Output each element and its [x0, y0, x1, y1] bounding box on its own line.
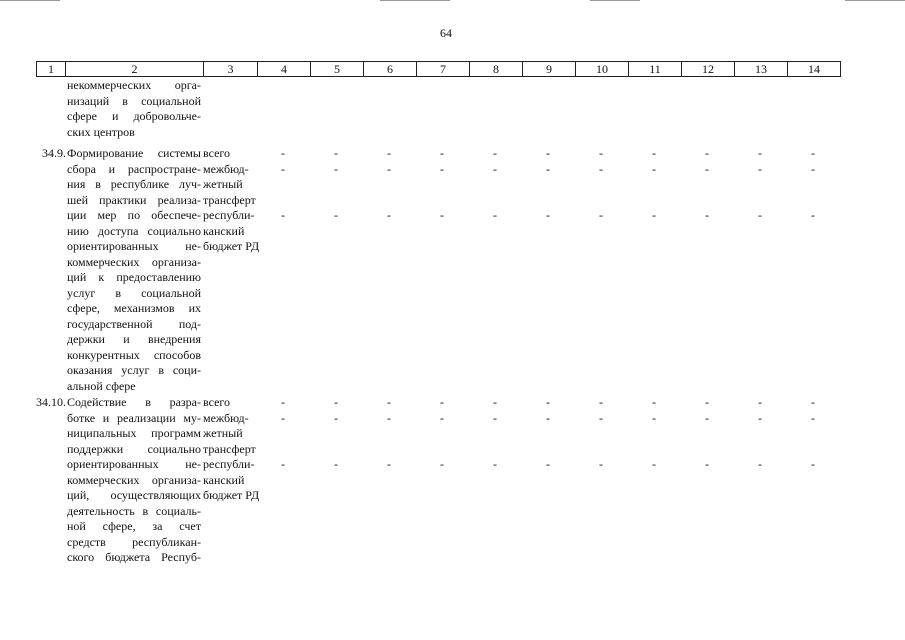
value-cell: - — [493, 146, 497, 160]
column-header: 8 — [470, 62, 523, 77]
value-cell: - — [705, 410, 709, 425]
value-cell: - — [652, 208, 656, 222]
value-cell: - — [334, 208, 338, 222]
scan-edge-line — [845, 0, 905, 1]
value-cell: - — [440, 410, 444, 425]
value-cell: - — [705, 395, 709, 409]
text-line: ского бюджета Респуб- — [67, 550, 201, 564]
funding-source: всего — [203, 395, 231, 409]
value-cell: - — [546, 208, 550, 222]
funding-source: республи- — [203, 208, 255, 222]
text-line: оказания услуг в соци- — [67, 363, 201, 377]
value-cell: - — [758, 161, 762, 176]
row-number: 34.9. — [42, 146, 66, 160]
value-cell: - — [811, 410, 815, 425]
text-line: ций, осуществляющих — [67, 488, 201, 502]
value-cell: - — [440, 395, 444, 409]
text-line: средств республикан- — [67, 534, 201, 549]
text-line: шей практики реализа- — [67, 192, 201, 207]
column-header: 3 — [204, 62, 258, 77]
value-cell: - — [440, 208, 444, 222]
text-line: услуг в социальной — [67, 285, 201, 300]
row-description — [67, 146, 201, 394]
text-line: конкурентных способов — [67, 347, 201, 362]
value-cell: - — [758, 457, 762, 471]
value-cell: - — [440, 146, 444, 160]
value-cell: - — [652, 410, 656, 425]
value-cell: - — [281, 208, 285, 222]
value-cell: - — [440, 161, 444, 176]
page-number: 64 — [440, 26, 452, 40]
value-cell: - — [705, 146, 709, 160]
column-header: 6 — [364, 62, 417, 77]
continuation-text — [67, 78, 201, 140]
text-line: деятельность в социаль- — [67, 503, 201, 518]
funding-source: межбюд- — [203, 161, 249, 176]
column-number-header — [36, 61, 841, 77]
funding-source: жетный — [203, 426, 243, 440]
value-cell: - — [493, 410, 497, 425]
value-cell: - — [652, 146, 656, 160]
scan-edge-line — [380, 0, 450, 1]
text-line: ции мер по обеспече- — [67, 208, 201, 222]
value-cell: - — [599, 161, 603, 176]
text-line: ских центров — [67, 124, 135, 139]
value-cell: - — [387, 395, 391, 409]
column-header: 1 — [37, 62, 66, 77]
value-cell: - — [652, 161, 656, 176]
funding-source-list — [203, 395, 265, 504]
column-header: 14 — [788, 62, 841, 77]
value-cell: - — [705, 457, 709, 471]
value-cell: - — [758, 395, 762, 409]
column-header: 11 — [629, 62, 682, 77]
value-cell: - — [281, 146, 285, 160]
value-cell: - — [599, 395, 603, 409]
text-line: ной сфере, за счет — [67, 519, 201, 533]
funding-source: трансферт — [203, 441, 256, 456]
value-cell: - — [652, 457, 656, 471]
value-cell: - — [334, 161, 338, 176]
text-line: ниципальных программ — [67, 426, 201, 440]
value-cell: - — [387, 410, 391, 425]
value-cell: - — [811, 395, 815, 409]
funding-source: республи- — [203, 457, 255, 471]
value-cell: - — [599, 457, 603, 471]
value-cell: - — [599, 208, 603, 222]
value-cell: - — [811, 146, 815, 160]
funding-source: жетный — [203, 177, 243, 191]
value-cell: - — [493, 208, 497, 222]
text-line: коммерческих организа- — [67, 472, 201, 487]
value-cell: - — [281, 161, 285, 176]
text-line: сбора и распростране- — [67, 161, 201, 176]
value-cell: - — [493, 395, 497, 409]
column-header: 13 — [735, 62, 788, 77]
text-line: коммерческих организа- — [67, 254, 201, 269]
value-cell: - — [758, 410, 762, 425]
text-line: сфере и добровольче- — [67, 109, 201, 123]
column-header: 4 — [258, 62, 311, 77]
column-header: 12 — [682, 62, 735, 77]
text-line: некоммерческих орга- — [67, 78, 201, 92]
value-cell: - — [281, 457, 285, 471]
text-line: сфере, механизмов их — [67, 301, 201, 315]
value-cell: - — [599, 410, 603, 425]
value-cell: - — [546, 146, 550, 160]
value-cell: - — [546, 161, 550, 176]
value-cell: - — [334, 395, 338, 409]
value-cell: - — [811, 161, 815, 176]
text-line: держки и внедрения — [67, 332, 201, 346]
value-cell: - — [546, 395, 550, 409]
funding-source-list — [203, 146, 265, 255]
funding-source: бюджет РД — [203, 239, 260, 253]
value-cell: - — [387, 146, 391, 160]
column-header: 7 — [417, 62, 470, 77]
text-line: ориентированных не- — [67, 239, 201, 253]
column-header: 2 — [66, 62, 204, 77]
funding-source: всего — [203, 146, 231, 160]
value-cell: - — [546, 410, 550, 425]
column-header: 9 — [523, 62, 576, 77]
funding-source: канский — [203, 472, 245, 487]
funding-source: межбюд- — [203, 410, 249, 425]
text-line: ций к предоставлению — [67, 270, 201, 284]
row-description — [67, 395, 201, 566]
text-line: альной сфере — [67, 378, 136, 393]
value-cell: - — [705, 208, 709, 222]
text-line: ботке и реализации му- — [67, 410, 201, 425]
value-cell: - — [652, 395, 656, 409]
funding-source: канский — [203, 223, 245, 238]
text-line: Формирование системы — [67, 146, 201, 160]
value-cell: - — [334, 410, 338, 425]
text-line: ния в республике луч- — [67, 177, 201, 191]
value-cell: - — [546, 457, 550, 471]
funding-source: трансферт — [203, 192, 256, 207]
value-cell: - — [334, 146, 338, 160]
value-cell: - — [387, 208, 391, 222]
funding-source: бюджет РД — [203, 488, 260, 502]
scan-edge-line — [0, 0, 60, 1]
scan-edge-line — [590, 0, 640, 1]
value-cell: - — [387, 161, 391, 176]
value-cell: - — [811, 457, 815, 471]
value-cell: - — [493, 161, 497, 176]
text-line: поддержки социально — [67, 441, 201, 456]
value-cell: - — [387, 457, 391, 471]
value-cell: - — [281, 410, 285, 425]
column-header: 5 — [311, 62, 364, 77]
value-cell: - — [705, 161, 709, 176]
text-line: Содействие в разра- — [67, 395, 201, 409]
column-header: 10 — [576, 62, 629, 77]
text-line: низаций в социальной — [67, 93, 201, 108]
value-cell: - — [440, 457, 444, 471]
value-cell: - — [334, 457, 338, 471]
text-line: ориентированных не- — [67, 457, 201, 471]
value-cell: - — [758, 146, 762, 160]
value-cell: - — [758, 208, 762, 222]
value-cell: - — [493, 457, 497, 471]
text-line: нию доступа социально — [67, 223, 201, 238]
text-line: государственной под- — [67, 316, 201, 331]
value-cell: - — [599, 146, 603, 160]
row-number: 34.10. — [36, 395, 66, 409]
value-cell: - — [281, 395, 285, 409]
value-cell: - — [811, 208, 815, 222]
